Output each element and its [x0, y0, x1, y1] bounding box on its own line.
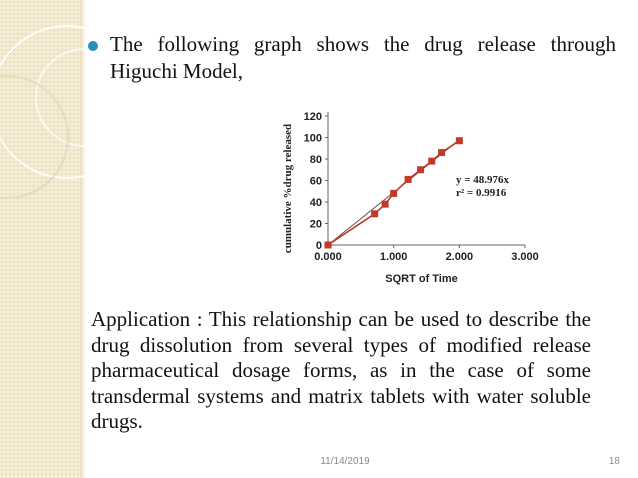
bullet-text: The following graph shows the drug release through Higuchi Model, — [110, 32, 616, 83]
x-axis-label: SQRT of Time — [385, 273, 458, 285]
slide-number: 18 — [608, 456, 620, 467]
y-tick-label: 120 — [303, 111, 322, 123]
x-tick-label: 0.000 — [314, 251, 342, 263]
x-tick-label: 1.000 — [379, 251, 408, 263]
y-tick-label: 60 — [309, 175, 322, 188]
data-point — [428, 158, 435, 165]
higuchi-chart — [275, 103, 545, 291]
x-tick-label: 2.000 — [445, 251, 474, 263]
y-tick-label: 80 — [309, 154, 322, 166]
data-point — [382, 201, 389, 208]
bullet-icon — [88, 41, 98, 51]
data-point — [438, 149, 445, 156]
application-paragraph: Application : This relationship can be used to describe the drug dissolution from several types of modified release pharmaceutical dosage forms, as in the case of some transdermal systems and matrix tablets with water soluble drugs. — [91, 307, 591, 433]
equation-label: y = 48.976x — [456, 174, 510, 186]
slide-date: 11/14/2019 — [320, 456, 370, 467]
x-tick-label: 3.000 — [511, 251, 539, 263]
data-point — [405, 176, 412, 183]
y-tick-label: 40 — [309, 197, 322, 209]
data-point — [417, 166, 424, 173]
y-tick-label: 20 — [309, 218, 322, 231]
y-tick-label: 100 — [303, 132, 322, 145]
chart-svg — [275, 103, 545, 291]
r-squared-label: r² = 0.9916 — [456, 187, 507, 199]
data-point — [390, 190, 397, 197]
data-point — [325, 242, 332, 249]
y-axis-label-group — [282, 124, 294, 253]
y-axis-label: cumulative %drug released — [282, 123, 294, 254]
y-tick-label: 0 — [315, 240, 322, 252]
data-point — [371, 210, 378, 217]
data-point — [456, 137, 463, 144]
